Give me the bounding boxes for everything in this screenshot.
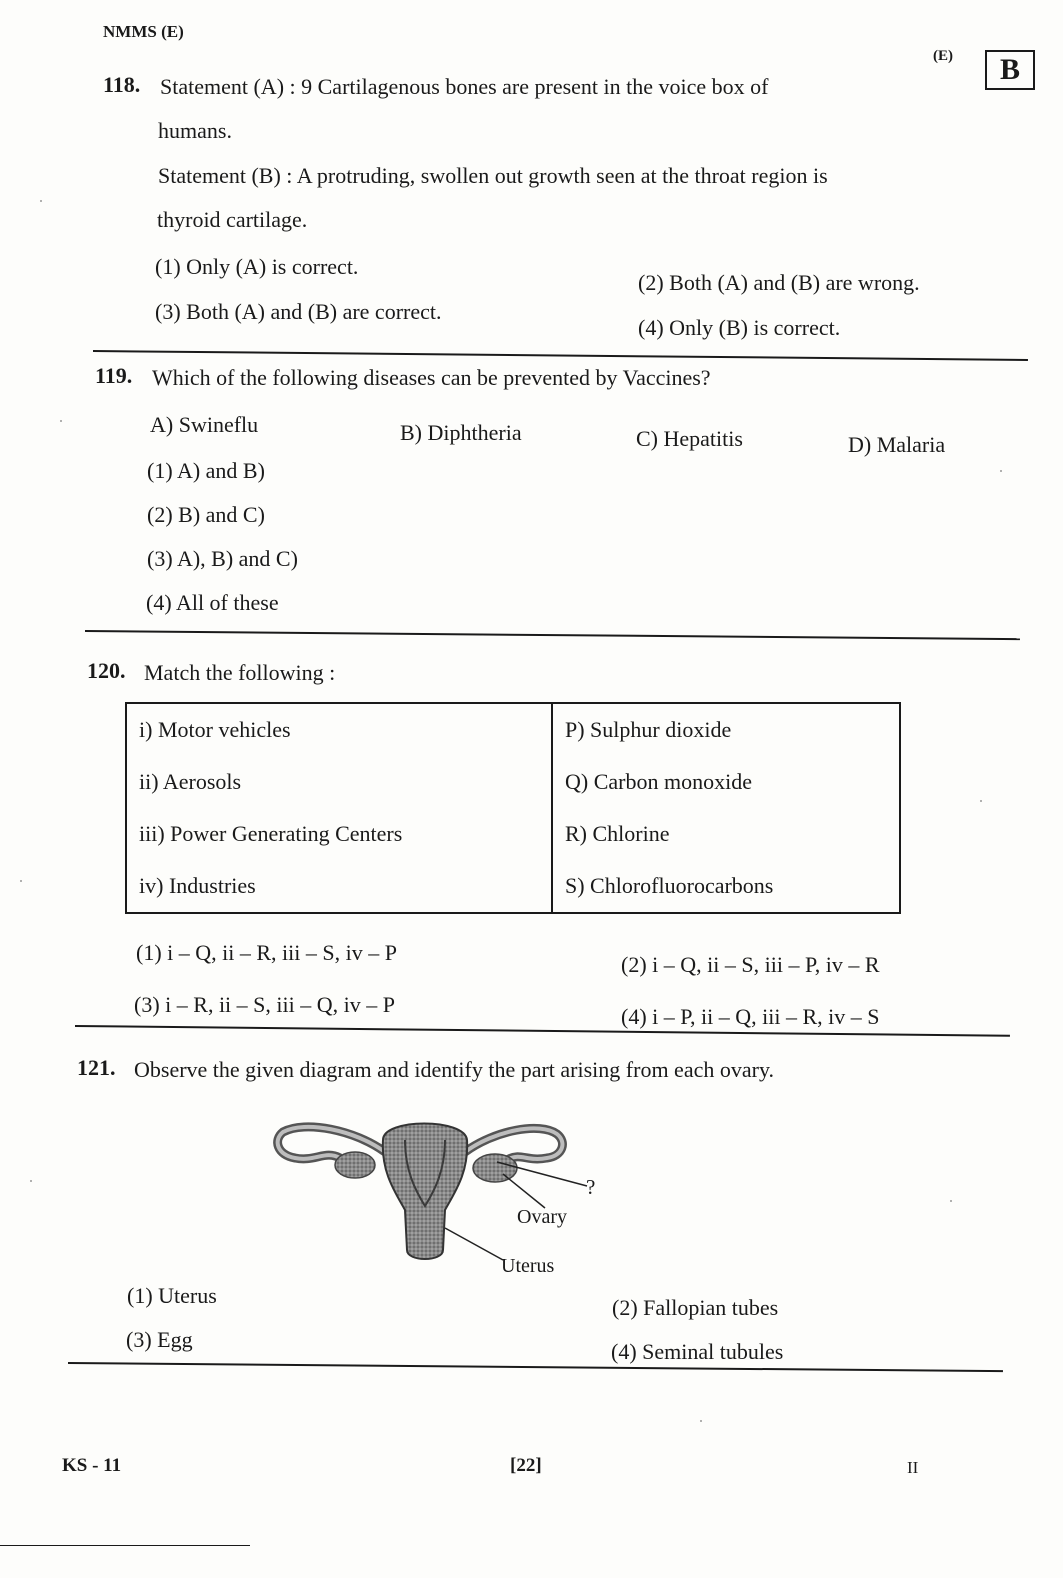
divider: [68, 1362, 1003, 1372]
q121-option-1[interactable]: (1) Uterus: [127, 1283, 217, 1308]
q120-option-4[interactable]: (4) i – P, ii – Q, iii – R, iv – S: [621, 1004, 880, 1029]
q119-option-2[interactable]: (2) B) and C): [147, 502, 265, 527]
q118-option-1[interactable]: (1) Only (A) is correct.: [155, 254, 359, 279]
question-mark-label: ?: [586, 1175, 596, 1199]
footer-page-number: [22]: [510, 1455, 542, 1476]
scan-speck: [30, 1180, 32, 1182]
q121-text: Observe the given diagram and identify the part arising from each ovary.: [134, 1057, 775, 1082]
bottom-edge-line: [0, 1545, 250, 1546]
q119-number: 119.: [95, 363, 133, 388]
q120-option-1[interactable]: (1) i – Q, ii – R, iii – S, iv – P: [136, 940, 397, 965]
footer-mark: II: [907, 1458, 919, 1477]
reproductive-system-diagram: [265, 1110, 625, 1290]
q121-option-3[interactable]: (3) Egg: [126, 1327, 193, 1352]
scan-speck: [980, 800, 982, 802]
scan-speck: [1000, 470, 1002, 472]
q121-option-4[interactable]: (4) Seminal tubules: [611, 1339, 784, 1364]
match-left-item: iii) Power Generating Centers: [126, 808, 552, 860]
match-left-item: i) Motor vehicles: [126, 703, 552, 756]
q118-number: 118.: [103, 72, 141, 97]
scan-speck: [950, 1200, 952, 1202]
uterus-shape: [383, 1124, 467, 1260]
footer-code: KS - 11: [62, 1455, 122, 1476]
match-right-item: R) Chlorine: [552, 808, 900, 860]
right-ovary: [473, 1154, 517, 1182]
match-left-item: iv) Industries: [126, 860, 552, 913]
q119-option-3[interactable]: (3) A), B) and C): [147, 546, 298, 571]
ovary-label: Ovary: [517, 1206, 567, 1228]
q120-text: Match the following :: [144, 660, 336, 685]
q118-line3: Statement (B) : A protruding, swollen out growth seen at the throat region is: [158, 163, 828, 188]
left-ovary: [335, 1152, 375, 1178]
uterus-leader-line: [445, 1228, 503, 1260]
scan-speck: [700, 1420, 702, 1422]
match-right-item: P) Sulphur dioxide: [552, 703, 900, 756]
table-row: [126, 756, 900, 808]
q119-option-1[interactable]: (1) A) and B): [147, 458, 265, 483]
match-right-item: Q) Carbon monoxide: [552, 756, 900, 808]
q121-number: 121.: [77, 1055, 116, 1080]
q119-item-c: C) Hepatitis: [636, 426, 743, 451]
q119-option-4[interactable]: (4) All of these: [146, 590, 279, 615]
divider: [85, 630, 1020, 640]
q120-number: 120.: [87, 658, 126, 683]
table-row: [126, 860, 900, 913]
q118-option-4[interactable]: (4) Only (B) is correct.: [638, 315, 841, 340]
q120-option-2[interactable]: (2) i – Q, ii – S, iii – P, iv – R: [621, 952, 880, 977]
q121-option-2[interactable]: (2) Fallopian tubes: [612, 1295, 779, 1320]
q119-item-b: B) Diphtheria: [400, 420, 522, 445]
table-row: [126, 808, 900, 860]
q119-item-a: A) Swineflu: [150, 412, 259, 437]
divider: [93, 350, 1028, 361]
q118-line1: Statement (A) : 9 Cartilagenous bones are present in the voice box of: [160, 74, 769, 99]
scan-speck: [20, 880, 22, 882]
q119-item-d: D) Malaria: [848, 432, 946, 457]
q118-option-3[interactable]: (3) Both (A) and (B) are correct.: [155, 299, 442, 324]
q120-option-3[interactable]: (3) i – R, ii – S, iii – Q, iv – P: [134, 992, 395, 1017]
q118-option-2[interactable]: (2) Both (A) and (B) are wrong.: [638, 270, 920, 295]
match-table: [125, 702, 901, 914]
exam-header: NMMS (E): [103, 22, 184, 41]
match-left-item: ii) Aerosols: [126, 756, 552, 808]
match-right-item: S) Chlorofluorocarbons: [552, 860, 900, 913]
q119-text: Which of the following diseases can be prevented by Vaccines?: [152, 365, 711, 390]
ovary-leader-line: [503, 1174, 545, 1208]
set-code-box: B: [985, 50, 1035, 90]
scan-speck: [60, 420, 62, 422]
page-mark: (E): [933, 48, 953, 64]
uterus-label: Uterus: [501, 1255, 555, 1277]
scan-speck: [40, 200, 42, 202]
q118-line2: humans.: [158, 118, 232, 143]
table-row: [126, 703, 900, 756]
q118-line4: thyroid cartilage.: [157, 207, 308, 232]
